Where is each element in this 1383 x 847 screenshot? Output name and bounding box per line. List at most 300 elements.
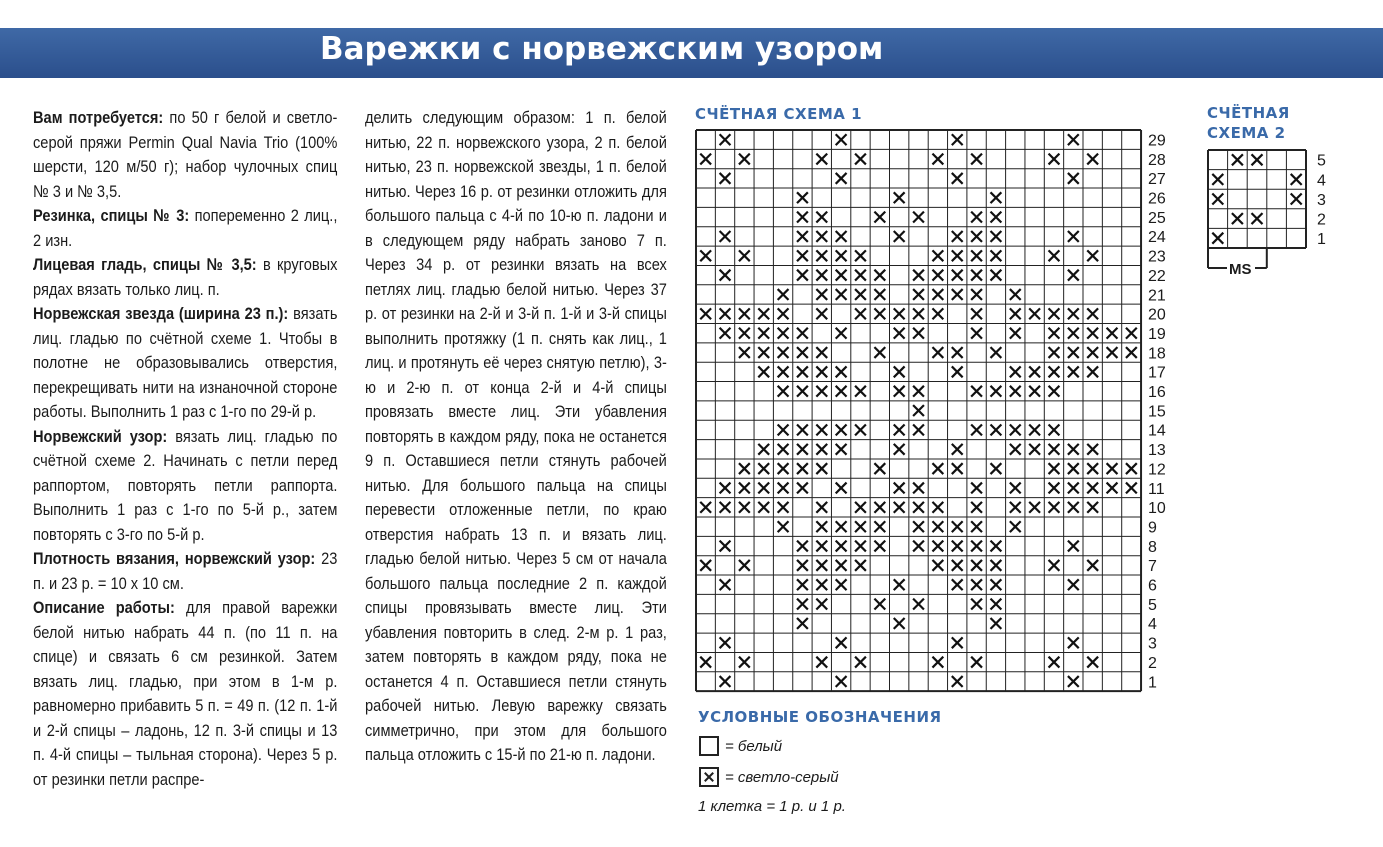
cross-cell — [1049, 386, 1060, 397]
cross-cell — [1107, 347, 1118, 358]
cross-cell-icon — [699, 767, 719, 787]
cross-cell — [855, 521, 866, 532]
row-number: 28 — [1148, 151, 1166, 169]
cross-cell — [797, 347, 808, 358]
cross-cell — [894, 502, 905, 513]
cross-cell — [1126, 347, 1137, 358]
instruction-text: попеременно 2 лиц., 2 изн. — [33, 206, 338, 250]
cross-cell — [797, 483, 808, 494]
cross-cell — [971, 250, 982, 261]
cross-cell — [1068, 328, 1079, 339]
instruction-label: Норвежская звезда (ширина 23 п.): — [33, 304, 289, 323]
cross-cell — [797, 463, 808, 474]
cross-cell — [913, 425, 924, 436]
cross-cell — [1126, 463, 1137, 474]
cross-cell — [1232, 213, 1243, 224]
cross-cell — [1107, 328, 1118, 339]
row-number: 27 — [1148, 171, 1166, 189]
cross-cell — [758, 463, 769, 474]
cross-cell — [778, 425, 789, 436]
cross-cell — [836, 250, 847, 261]
cross-cell — [913, 386, 924, 397]
cross-cell — [758, 308, 769, 319]
cross-cell — [894, 386, 905, 397]
cross-cell — [1068, 308, 1079, 319]
cross-cell — [1087, 154, 1098, 165]
instruction-label: Вам потребуется: — [33, 108, 164, 127]
cross-cell — [700, 560, 711, 571]
row-number: 19 — [1148, 325, 1166, 343]
cross-cell — [836, 425, 847, 436]
row-number: 20 — [1148, 306, 1166, 324]
row-number: 16 — [1148, 384, 1166, 402]
cross-cell — [836, 579, 847, 590]
cross-cell — [1049, 250, 1060, 261]
cross-cell — [913, 599, 924, 610]
cross-cell — [797, 250, 808, 261]
cross-cell — [1049, 657, 1060, 668]
cross-cell — [720, 579, 731, 590]
cross-cell — [1291, 174, 1302, 185]
instruction-paragraph — [33, 204, 337, 253]
cross-cell — [913, 308, 924, 319]
cross-cell — [720, 173, 731, 184]
cross-cell — [855, 502, 866, 513]
cross-cell — [816, 270, 827, 281]
instruction-text: в круговых рядах вязать только лиц. п. — [33, 255, 338, 299]
cross-cell — [720, 541, 731, 552]
cross-cell — [836, 541, 847, 552]
instruction-label: Лицевая гладь, спицы № 3,5: — [33, 255, 257, 274]
cross-cell — [1087, 657, 1098, 668]
row-number: 3 — [1317, 191, 1326, 209]
cross-cell — [952, 231, 963, 242]
cross-cell — [1068, 541, 1079, 552]
row-number: 29 — [1148, 132, 1166, 150]
instructions-column-1 — [33, 106, 337, 792]
row-number: 22 — [1148, 267, 1166, 285]
cross-cell — [700, 308, 711, 319]
cross-cell — [739, 657, 750, 668]
row-number: 3 — [1148, 635, 1157, 653]
cross-cell — [913, 212, 924, 223]
instructions-column-2 — [365, 106, 667, 768]
cross-cell — [816, 308, 827, 319]
row-number: 2 — [1148, 654, 1157, 672]
cross-cell — [932, 250, 943, 261]
cross-cell — [855, 541, 866, 552]
cross-cell — [816, 347, 827, 358]
cross-cell — [894, 483, 905, 494]
cross-cell — [739, 560, 750, 571]
chart2-title-line: СЧЁТНАЯ — [1207, 104, 1290, 122]
cross-cell — [758, 328, 769, 339]
row-number: 15 — [1148, 403, 1166, 421]
cross-cell — [932, 270, 943, 281]
cross-cell — [700, 154, 711, 165]
cross-cell — [1087, 250, 1098, 261]
cross-cell — [971, 386, 982, 397]
cross-cell — [874, 463, 885, 474]
cross-cell — [971, 212, 982, 223]
cross-cell — [971, 579, 982, 590]
cross-cell — [971, 599, 982, 610]
cross-cell — [991, 425, 1002, 436]
cross-cell — [816, 212, 827, 223]
cross-cell — [836, 637, 847, 648]
cross-cell — [952, 173, 963, 184]
cross-cell — [1087, 560, 1098, 571]
cross-cell — [952, 463, 963, 474]
cross-cell — [720, 308, 731, 319]
cross-cell — [1126, 483, 1137, 494]
cross-cell — [874, 347, 885, 358]
cross-cell — [797, 541, 808, 552]
cross-cell — [952, 250, 963, 261]
cross-cell — [797, 386, 808, 397]
cross-cell — [758, 502, 769, 513]
cross-cell — [932, 289, 943, 300]
row-number: 12 — [1148, 461, 1166, 479]
cross-cell — [1087, 502, 1098, 513]
cross-cell — [894, 308, 905, 319]
cross-cell — [913, 502, 924, 513]
cross-cell — [855, 657, 866, 668]
cross-cell — [836, 366, 847, 377]
cross-cell — [836, 444, 847, 455]
cross-cell — [971, 502, 982, 513]
cross-cell — [816, 541, 827, 552]
cross-cell — [797, 618, 808, 629]
cross-cell — [816, 579, 827, 590]
cross-cell — [1010, 502, 1021, 513]
chart-scheme-2 — [1205, 148, 1335, 288]
cross-cell — [952, 541, 963, 552]
cross-cell — [1107, 463, 1118, 474]
cross-cell — [971, 231, 982, 242]
cross-cell — [797, 560, 808, 571]
cross-cell — [758, 366, 769, 377]
cross-cell — [894, 192, 905, 203]
cross-cell — [1010, 425, 1021, 436]
cross-cell — [720, 676, 731, 687]
cross-cell — [1068, 463, 1079, 474]
cross-cell — [836, 676, 847, 687]
chart2-title — [1207, 103, 1327, 143]
cross-cell — [1212, 194, 1223, 205]
row-number: 14 — [1148, 422, 1166, 440]
cross-cell — [894, 231, 905, 242]
cross-cell — [720, 328, 731, 339]
cross-cell — [894, 444, 905, 455]
cross-cell — [836, 483, 847, 494]
instruction-paragraph — [33, 425, 337, 548]
cross-cell — [816, 231, 827, 242]
cross-cell — [1068, 444, 1079, 455]
cross-cell — [1029, 308, 1040, 319]
instruction-label: Плотность вязания, норвежский узор: — [33, 549, 316, 568]
cross-cell — [700, 250, 711, 261]
chart-scheme-1 — [694, 128, 1180, 700]
cross-cell — [952, 366, 963, 377]
cross-cell — [952, 347, 963, 358]
cross-cell — [1049, 308, 1060, 319]
cross-cell — [778, 386, 789, 397]
cross-cell — [816, 289, 827, 300]
cross-cell — [836, 289, 847, 300]
cross-cell — [952, 444, 963, 455]
cross-cell — [778, 289, 789, 300]
instruction-label: Резинка, спицы № 3: — [33, 206, 190, 225]
cross-cell — [720, 270, 731, 281]
cross-cell — [1029, 444, 1040, 455]
cross-cell — [816, 657, 827, 668]
cross-cell — [1068, 502, 1079, 513]
instruction-text: по 50 г белой и светло-серой пряжи Permin Qual Navia Trio (100% шерсти, 120 м/50 г); набор чулочных спиц № 3 и № 3,5. — [33, 108, 338, 201]
cross-cell — [816, 463, 827, 474]
cross-cell — [720, 483, 731, 494]
cross-cell — [971, 270, 982, 281]
cross-cell — [1049, 328, 1060, 339]
cross-cell — [874, 289, 885, 300]
chart2-title-line: СХЕМА 2 — [1207, 124, 1286, 142]
cross-cell — [797, 231, 808, 242]
cross-cell — [1068, 231, 1079, 242]
cross-cell — [1232, 154, 1243, 165]
cross-cell — [720, 637, 731, 648]
cross-cell — [1049, 483, 1060, 494]
cross-cell — [797, 192, 808, 203]
cross-cell — [991, 212, 1002, 223]
cross-cell — [1049, 366, 1060, 377]
row-number: 5 — [1148, 596, 1157, 614]
row-number: 4 — [1317, 172, 1326, 190]
instruction-text: для правой варежки белой нитью набрать 44 п. (по 11 п. на спице) и связать 6 см резинкой. Затем вязать лиц. гладью, при этом в 1-м р. равномерно прибавить 5 п. = 49 п. (12 п. 1-й и 2-й спицы – ладонь, 12 п. 3-й спицы и 13 п. 4-й спицы – тыльная сторона). Через 5 р. от резинки петли распре- — [33, 598, 338, 789]
cross-cell — [816, 521, 827, 532]
row-number: 1 — [1148, 674, 1157, 692]
cross-cell — [855, 289, 866, 300]
cross-cell — [952, 270, 963, 281]
chart1-title: СЧЁТНАЯ СХЕМА 1 — [695, 105, 863, 123]
cross-cell — [874, 541, 885, 552]
row-number: 18 — [1148, 345, 1166, 363]
cross-cell — [836, 173, 847, 184]
cross-cell — [991, 192, 1002, 203]
cross-cell — [913, 483, 924, 494]
cross-cell — [991, 579, 1002, 590]
cross-cell — [1010, 366, 1021, 377]
cross-cell — [797, 212, 808, 223]
cross-cell — [797, 599, 808, 610]
row-number: 24 — [1148, 229, 1166, 247]
cross-cell — [1087, 444, 1098, 455]
cross-cell — [778, 521, 789, 532]
cross-cell — [1068, 637, 1079, 648]
row-number: 5 — [1317, 152, 1326, 170]
cross-cell — [1049, 502, 1060, 513]
cross-cell — [971, 521, 982, 532]
instructions-text: делить следующим образом: 1 п. белой нитью, 22 п. норвежского узора, 2 п. белой нитью, 23 п. норвежской звезды, 1 п. белой нитью. Через 16 р. от резинки отложить для большого пальца с 4-й по 10-ю п. ладони и в следующем ряду набрать заново 7 п. Через 34 р. от резинки вязать на всех петлях лиц. гладью белой нитью. Через 37 р. от резинки на 2-й и 3-й п. 1-й и 3-й спицы выполнить протяжку (1 п. снять как лиц., 1 лиц. и протянуть её через снятую петлю), 3-ю и 2-ю п. от конца 2-й и 4-й спицы провязать вместе лиц. Эти убавления повторять в каждом ряду, пока не останется 9 п. Оставшиеся петли стянуть рабочей нитью. Для большого пальца на спицы перевести отложенные петли, по краю отверстия набрать 13 п. и вязать лиц. гладью белой нитью. Через 5 см от начала большого пальца последние 2 п. каждой спицы провязывать вместе лиц. Эти убавления повторить в след. 2-м р. 1 раз, затем повторять в каждом ряду, пока не останется 4 п. Оставшиеся петли стянуть рабочей нитью. Левую варежку связать симметрично, при этом для большого пальца отложить с 15-й по 21-ю п. ладони. — [365, 108, 667, 764]
cross-cell — [836, 386, 847, 397]
cross-cell — [971, 308, 982, 319]
cross-cell — [1029, 502, 1040, 513]
cross-cell — [739, 308, 750, 319]
legend-title: УСЛОВНЫЕ ОБОЗНАЧЕНИЯ — [698, 708, 942, 726]
cross-cell — [739, 328, 750, 339]
cross-cell — [991, 231, 1002, 242]
cross-cell — [1049, 444, 1060, 455]
cross-cell — [816, 250, 827, 261]
cross-cell — [778, 366, 789, 377]
cross-cell — [1087, 366, 1098, 377]
cross-cell — [991, 541, 1002, 552]
row-number: 17 — [1148, 364, 1166, 382]
cross-cell — [816, 425, 827, 436]
cross-cell — [1087, 347, 1098, 358]
cross-cell — [700, 502, 711, 513]
cross-cell — [874, 308, 885, 319]
cross-cell — [1212, 174, 1223, 185]
ms-label: MS — [1229, 261, 1252, 278]
cross-cell — [1291, 194, 1302, 205]
cross-cell — [874, 521, 885, 532]
cross-cell — [1010, 483, 1021, 494]
cross-cell — [1029, 366, 1040, 377]
cross-cell — [932, 463, 943, 474]
cross-cell — [1252, 213, 1263, 224]
cross-cell — [855, 560, 866, 571]
cross-cell — [739, 250, 750, 261]
cross-cell — [758, 347, 769, 358]
cross-cell — [778, 444, 789, 455]
cross-cell — [894, 425, 905, 436]
cross-cell — [952, 560, 963, 571]
cross-cell — [1068, 366, 1079, 377]
cross-cell — [913, 270, 924, 281]
cross-cell — [797, 444, 808, 455]
cross-cell — [1126, 328, 1137, 339]
cross-cell — [932, 521, 943, 532]
page-title: Варежки с норвежским узором — [320, 31, 884, 67]
instruction-label: Описание работы: — [33, 598, 175, 617]
cross-cell — [778, 347, 789, 358]
row-number: 7 — [1148, 558, 1157, 576]
row-number: 13 — [1148, 442, 1166, 460]
cross-cell — [991, 599, 1002, 610]
legend-grey — [699, 767, 839, 787]
cross-cell — [739, 347, 750, 358]
cross-cell — [836, 134, 847, 145]
cross-cell — [1087, 308, 1098, 319]
instruction-paragraph — [33, 596, 337, 792]
cross-cell — [991, 618, 1002, 629]
legend-white — [699, 736, 782, 756]
row-number: 21 — [1148, 287, 1166, 305]
row-number: 11 — [1148, 480, 1165, 498]
cross-cell — [874, 270, 885, 281]
cross-cell — [932, 154, 943, 165]
cross-cell — [894, 328, 905, 339]
cross-cell — [855, 386, 866, 397]
cross-cell — [1010, 444, 1021, 455]
cross-cell — [952, 134, 963, 145]
cross-cell — [894, 579, 905, 590]
cross-cell — [797, 328, 808, 339]
cross-cell — [1068, 270, 1079, 281]
cross-cell — [991, 250, 1002, 261]
cross-cell — [739, 463, 750, 474]
cross-cell — [1068, 173, 1079, 184]
cross-cell — [1010, 289, 1021, 300]
legend-note: 1 клетка = 1 р. и 1 р. — [698, 798, 846, 815]
cross-cell — [1010, 386, 1021, 397]
cross-cell — [932, 541, 943, 552]
cross-cell — [952, 676, 963, 687]
cross-cell — [991, 347, 1002, 358]
cross-cell — [1087, 483, 1098, 494]
row-number: 9 — [1148, 519, 1157, 537]
cross-cell — [894, 618, 905, 629]
white-cell-icon — [699, 736, 719, 756]
cross-cell — [932, 560, 943, 571]
cross-cell — [758, 483, 769, 494]
cross-cell — [797, 579, 808, 590]
row-number: 1 — [1317, 231, 1326, 249]
cross-cell — [952, 579, 963, 590]
cross-cell — [1068, 579, 1079, 590]
cross-cell — [1049, 463, 1060, 474]
cross-cell — [816, 154, 827, 165]
cross-cell — [913, 405, 924, 416]
cross-cell — [952, 521, 963, 532]
cross-cell — [1087, 463, 1098, 474]
cross-cell — [952, 637, 963, 648]
cross-cell — [874, 212, 885, 223]
cross-cell — [816, 599, 827, 610]
cross-cell — [991, 386, 1002, 397]
cross-cell — [971, 328, 982, 339]
cross-cell — [1029, 386, 1040, 397]
cross-cell — [971, 541, 982, 552]
cross-cell — [913, 328, 924, 339]
cross-cell — [1107, 483, 1118, 494]
cross-cell — [855, 250, 866, 261]
cross-cell — [836, 521, 847, 532]
cross-cell — [1212, 233, 1223, 244]
row-number: 8 — [1148, 538, 1157, 556]
cross-cell — [932, 308, 943, 319]
cross-cell — [758, 444, 769, 455]
row-number: 6 — [1148, 577, 1157, 595]
cross-cell — [836, 231, 847, 242]
cross-cell — [913, 541, 924, 552]
instruction-text: вязать лиц. гладью по счётной схеме 2. Начинать с петли перед раппортом, повторять петли раппорта. Выполнить 1 раз с 1-го по 5-й р., затем повторять с 3-го по 5-й р. — [33, 426, 338, 544]
cross-cell — [991, 270, 1002, 281]
cross-cell — [1068, 676, 1079, 687]
cross-cell — [855, 154, 866, 165]
cross-cell — [1010, 328, 1021, 339]
cross-cell — [855, 270, 866, 281]
cross-cell — [778, 463, 789, 474]
cross-cell — [991, 463, 1002, 474]
cross-cell — [1252, 154, 1263, 165]
cross-cell — [816, 366, 827, 377]
cross-cell — [952, 289, 963, 300]
cross-cell — [778, 502, 789, 513]
cross-cell — [739, 483, 750, 494]
cross-cell — [720, 134, 731, 145]
row-number: 25 — [1148, 209, 1166, 227]
